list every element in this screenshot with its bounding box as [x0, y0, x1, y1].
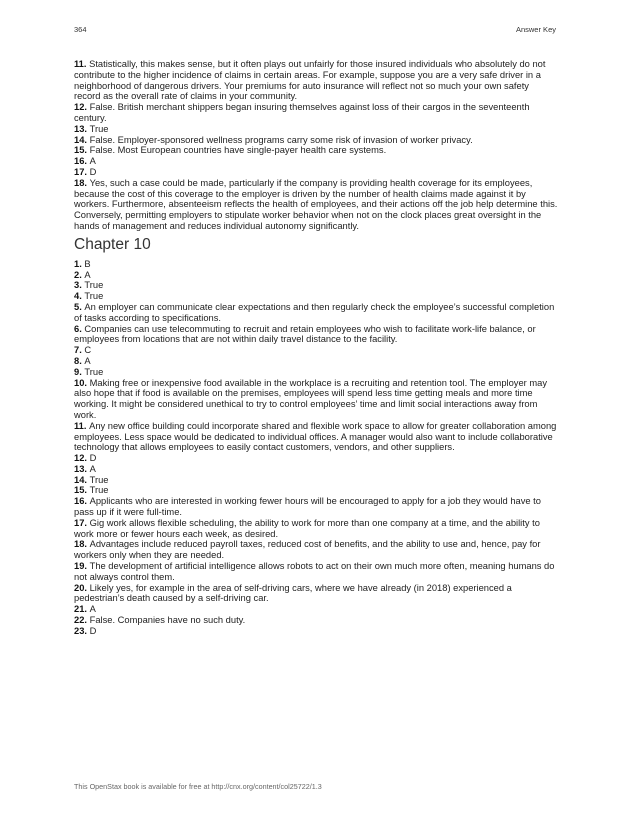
- answer-number: 21: [74, 604, 85, 615]
- answer-text: False. Employer-sponsored wellness programs carry some risk of invasion of worker privacy.: [89, 134, 473, 145]
- answer-item: [74, 178, 558, 232]
- answer-number-separator: .: [84, 177, 90, 188]
- answer-text: A: [89, 604, 96, 615]
- answer-number-separator: .: [84, 604, 90, 615]
- answer-item: [74, 518, 558, 540]
- answer-text: Yes, such a case could be made, particularly if the company is providing health coverage for its employees, because the cost of this coverage to the employer is driven by the number of health claims made against it by workers. Furthermore, absenteeism reflects the health of employees, and their actions off the job help determine this. Conversely, permitting employers to stipulate worker behavior when not on the clock places great oversight in the hands of management and reduces individual autonomy significantly.: [74, 177, 558, 231]
- answer-item: [74, 421, 558, 453]
- answer-number: 6: [74, 323, 80, 334]
- answer-item: [74, 291, 558, 302]
- answer-number: 15: [74, 485, 85, 496]
- answer-number-separator: .: [84, 474, 90, 485]
- answer-number: 14: [74, 474, 85, 485]
- answer-text: D: [89, 625, 97, 636]
- answer-text: Making free or inexpensive food available in the workplace is a recruiting and retention tool. The employer may also hope that if food is available on the premises, employees will spend less time getting meals and more time working. It might be considered unethical to try to control employees’ time and limit social interactions away from work.: [74, 377, 548, 420]
- answer-text: C: [84, 345, 92, 356]
- answer-number-separator: .: [84, 377, 90, 388]
- answer-text: True: [84, 291, 104, 302]
- answer-number-separator: .: [84, 145, 90, 156]
- answer-list-previous-chapter: [74, 59, 558, 232]
- answer-number-separator: .: [79, 269, 85, 280]
- answer-number-separator: .: [84, 156, 90, 167]
- answer-number: 19: [74, 561, 85, 572]
- answer-number-separator: .: [79, 323, 85, 334]
- answer-number-separator: .: [79, 355, 85, 366]
- answer-text: Applicants who are interested in working fewer hours will be encouraged to apply for a job they would have to pass up if it were full-time.: [74, 496, 541, 518]
- answer-item: [74, 270, 558, 281]
- page-header: [74, 25, 556, 37]
- answer-number-separator: .: [84, 582, 90, 593]
- answer-text: False. British merchant shippers began insuring themselves against loss of their cargos in the seventeenth century.: [74, 102, 530, 123]
- answer-text: An employer can communicate clear expectations and then regularly check the employee’s successful completion of tasks according to specifications.: [74, 301, 555, 323]
- answer-number-separator: .: [83, 420, 90, 431]
- chapter-heading: Chapter 10: [74, 235, 151, 253]
- answer-number-separator: .: [84, 166, 90, 177]
- answer-item: [74, 280, 558, 291]
- answer-number: 10: [74, 377, 85, 388]
- page-number: 364: [74, 25, 87, 34]
- answer-number-separator: .: [84, 539, 90, 550]
- answer-text: The development of artificial intelligence allows robots to act on their own much more often, meaning humans do not always control them.: [74, 561, 555, 582]
- answer-item: [74, 367, 558, 378]
- answer-text: False. Companies have no such duty.: [89, 615, 246, 626]
- answer-item: [74, 464, 558, 475]
- answer-item: [74, 259, 558, 270]
- answer-number: 20: [74, 582, 85, 593]
- answer-number-separator: .: [79, 280, 85, 291]
- answer-item: [74, 356, 558, 367]
- answer-number: 12: [74, 102, 85, 113]
- answer-item: [74, 324, 558, 346]
- answer-number-separator: .: [79, 291, 85, 302]
- answer-item: [74, 583, 558, 605]
- answer-text: A: [89, 156, 96, 167]
- answer-item: [74, 124, 558, 135]
- answer-number: 23: [74, 625, 85, 636]
- answer-number: 14: [74, 134, 85, 145]
- section-title: Answer Key: [515, 25, 556, 34]
- answer-number: 16: [74, 496, 85, 507]
- answer-item: [74, 302, 558, 324]
- answer-text: B: [84, 258, 91, 269]
- answer-number: 8: [74, 355, 80, 366]
- answer-number: 4: [74, 291, 80, 302]
- answer-number: 22: [74, 615, 85, 626]
- answer-text: True: [89, 474, 109, 485]
- answer-item: [74, 378, 558, 421]
- answer-number: 13: [74, 123, 85, 134]
- answer-text: Statistically, this makes sense, but it often plays out unfairly for those insured individuals who absolutely do not contribute to the higher incidence of claims in certain areas. For example, suppose you are a very safe driver in a neighborhood of dangerous drivers. Your premiums for auto insurance will reflect not so much your own safety record as the overall rate of claims in your community.: [74, 59, 546, 102]
- answer-number-separator: .: [84, 463, 90, 474]
- answer-number: 17: [74, 166, 85, 177]
- answer-number: 9: [74, 366, 80, 377]
- answer-number: 11: [74, 420, 84, 431]
- answer-text: Advantages include reduced payroll taxes, reduced cost of benefits, and the ability to use and, hence, pay for workers only when they are needed.: [74, 539, 541, 561]
- answer-text: Any new office building could incorporate shared and flexible work space to allow for greater collaboration among employees. Less space would be dedicated to individual offices. A manager would also want to include collaborative technology that allows employees to easily contact customers, vendors, and other suppliers.: [74, 420, 557, 453]
- answer-number-separator: .: [84, 102, 90, 113]
- answer-number-separator: .: [79, 301, 85, 312]
- answer-text: True: [89, 123, 109, 134]
- answer-number-separator: .: [84, 517, 90, 528]
- answer-item: [74, 626, 558, 637]
- answer-item: [74, 453, 558, 464]
- answer-text: True: [84, 280, 104, 291]
- answer-number-separator: .: [84, 625, 90, 636]
- answer-text: Gig work allows flexible scheduling, the ability to work for more than one company at a time, and the ability to work more or fewer hours each week, as desired.: [74, 517, 540, 539]
- answer-number-separator: .: [79, 366, 85, 377]
- answer-text: Companies can use telecommuting to recruit and retain employees who wish to facilitate work-life balance, or employees from locations that are not within daily travel distance to the facility.: [74, 323, 536, 345]
- answer-number: 18: [74, 177, 85, 188]
- answer-number: 7: [74, 345, 80, 356]
- answer-item: [74, 485, 558, 496]
- answer-key-content: [74, 59, 558, 637]
- answer-number-separator: .: [84, 496, 90, 507]
- answer-number: 11: [74, 59, 84, 69]
- answer-item: [74, 102, 558, 124]
- answer-item: [74, 135, 558, 146]
- answer-number: 15: [74, 145, 85, 156]
- answer-item: [74, 59, 558, 102]
- answer-item: [74, 156, 558, 167]
- answer-number-separator: .: [83, 59, 90, 69]
- answer-number-separator: .: [79, 258, 85, 269]
- answer-number-separator: .: [79, 345, 85, 356]
- answer-number: 17: [74, 517, 85, 528]
- answer-number: 16: [74, 156, 85, 167]
- answer-number-separator: .: [84, 485, 90, 496]
- answer-text: A: [84, 355, 91, 366]
- answer-number: 18: [74, 539, 85, 550]
- answer-item: [74, 475, 558, 486]
- answer-item: [74, 145, 558, 156]
- answer-text: D: [89, 453, 97, 464]
- answer-text: D: [89, 166, 97, 177]
- answer-item: [74, 615, 558, 626]
- answer-number: 2: [74, 269, 80, 280]
- answer-number-separator: .: [84, 123, 90, 134]
- answer-number: 1: [74, 258, 80, 269]
- answer-number: 3: [74, 280, 80, 291]
- answer-number-separator: .: [84, 615, 90, 626]
- answer-number-separator: .: [84, 453, 90, 464]
- answer-list-chapter-10: [74, 259, 558, 637]
- answer-text: Likely yes, for example in the area of self-driving cars, where we have already (in 2018) experienced a pedestrian’s death caused by a self-driving car.: [74, 582, 512, 604]
- answer-item: [74, 167, 558, 178]
- answer-number: 12: [74, 453, 85, 464]
- answer-number: 13: [74, 463, 85, 474]
- answer-item: [74, 539, 558, 561]
- answer-item: [74, 496, 558, 518]
- answer-text: True: [84, 366, 104, 377]
- answer-text: True: [89, 485, 109, 496]
- answer-number: 5: [74, 301, 80, 312]
- answer-text: A: [84, 269, 91, 280]
- answer-number-separator: .: [84, 134, 90, 145]
- answer-item: [74, 561, 558, 583]
- page-footer: This OpenStax book is available for free at http://cnx.org/content/col25722/1.3: [74, 782, 322, 791]
- answer-item: [74, 604, 558, 615]
- answer-text: False. Most European countries have single-payer health care systems.: [89, 145, 387, 156]
- answer-number-separator: .: [84, 561, 90, 572]
- answer-text: A: [89, 463, 96, 474]
- answer-item: [74, 345, 558, 356]
